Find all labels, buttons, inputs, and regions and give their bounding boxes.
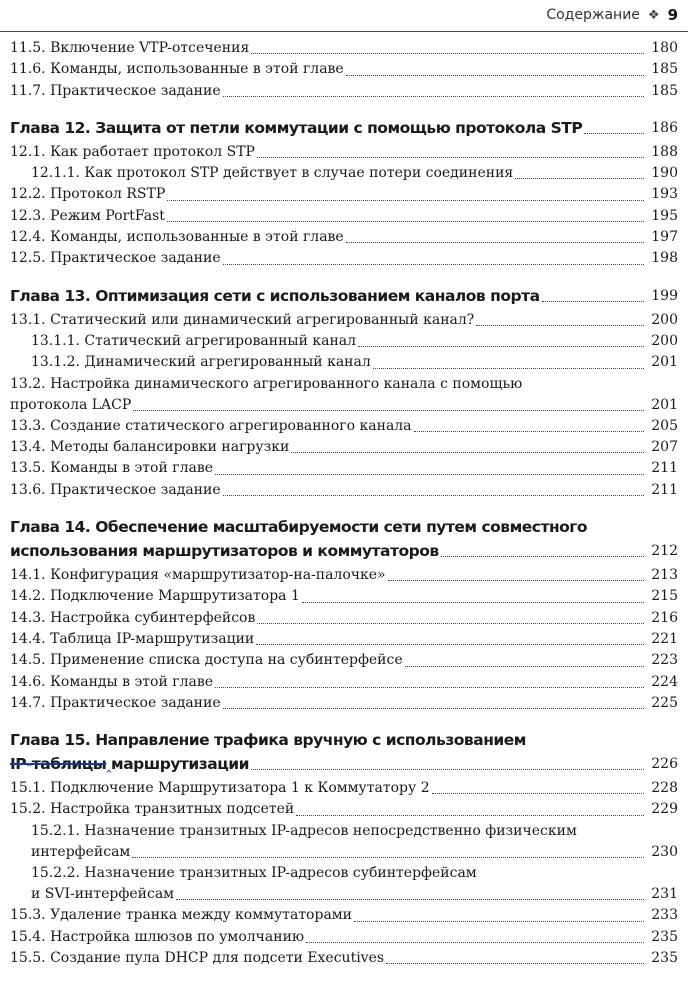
toc-entry[interactable]: 15.5. Создание пула DHCP для подсети Executives 235 bbox=[10, 948, 678, 969]
toc-entry[interactable]: 14.5. Применение списка доступа на субинтерфейсе 223 bbox=[10, 650, 678, 671]
toc-entry[interactable]: 13.1. Статический или динамический агрегированный канал? 200 bbox=[10, 310, 678, 331]
toc-subentry-first-line[interactable]: 15.2.1. Назначение транзитных IP-адресов непосредственно физическим bbox=[31, 822, 577, 839]
toc-page: 226 bbox=[651, 756, 678, 773]
toc-entry[interactable]: 12.1. Как работает протокол STP 188 bbox=[10, 142, 678, 163]
dot-leader bbox=[133, 410, 644, 411]
toc-entry[interactable]: 12.3. Режим PortFast 195 bbox=[10, 206, 678, 227]
toc-page: 235 bbox=[651, 928, 678, 945]
dot-leader bbox=[302, 602, 644, 603]
toc-page: 201 bbox=[651, 354, 678, 371]
toc-entry[interactable]: 15.1. Подключение Маршрутизатора 1 к Коммутатору 2 228 bbox=[10, 778, 678, 799]
dot-leader bbox=[476, 325, 644, 326]
toc-entry[interactable]: 14.2. Подключение Маршрутизатора 1 215 bbox=[10, 586, 678, 607]
toc-entry[interactable]: 11.5. Включение VTP-отсечения 180 bbox=[10, 38, 678, 59]
toc-entry-continuation[interactable]: протокола LACP 201 bbox=[10, 395, 678, 416]
toc-page: 230 bbox=[651, 843, 678, 860]
toc-subentry-first-line[interactable]: 15.2.2. Назначение транзитных IP-адресов субинтерфейсам bbox=[31, 865, 477, 882]
dot-leader bbox=[215, 687, 644, 688]
dot-leader bbox=[358, 346, 644, 347]
toc-page: 229 bbox=[651, 801, 678, 818]
chapter-heading-line1[interactable]: Глава 15. Направление трафика вручную с использованием bbox=[10, 731, 526, 750]
toc-page: 186 bbox=[651, 119, 678, 136]
toc-page: 216 bbox=[651, 609, 678, 626]
toc-page: 211 bbox=[651, 460, 678, 477]
toc-page: 225 bbox=[651, 694, 678, 711]
dot-leader bbox=[414, 431, 644, 432]
dot-leader bbox=[388, 580, 644, 581]
toc-subentry[interactable]: 13.1.2. Динамический агрегированный канал 201 bbox=[10, 352, 678, 373]
toc-page: 190 bbox=[651, 165, 678, 182]
toc-page: 228 bbox=[651, 780, 678, 797]
toc-page: 198 bbox=[651, 250, 678, 267]
toc-subentry[interactable]: 13.1.1. Статический агрегированный канал 200 bbox=[10, 331, 678, 352]
toc-page: 201 bbox=[651, 396, 678, 413]
dot-leader bbox=[256, 644, 644, 645]
toc-entry[interactable]: 14.7. Практическое задание 225 bbox=[10, 693, 678, 714]
toc-page: 197 bbox=[651, 229, 678, 246]
running-header bbox=[546, 2, 678, 28]
toc-entry[interactable]: 11.6. Команды, использованные в этой главе 185 bbox=[10, 59, 678, 80]
dot-leader bbox=[432, 793, 644, 794]
dot-leader bbox=[223, 264, 644, 265]
toc-page: 185 bbox=[651, 82, 678, 99]
toc-entry[interactable]: 13.6. Практическое задание 211 bbox=[10, 480, 678, 501]
dot-leader bbox=[373, 368, 644, 369]
chapter-heading-line2[interactable]: использования маршрутизаторов и коммутаторов 212 bbox=[10, 539, 678, 563]
dot-leader bbox=[346, 75, 644, 76]
dot-leader bbox=[386, 963, 644, 964]
toc-page: 213 bbox=[651, 567, 678, 584]
dot-leader bbox=[584, 133, 644, 134]
chapter-heading-line1[interactable]: Глава 14. Обеспечение масштабируемости сети путем совместного bbox=[10, 518, 588, 537]
toc-entry[interactable]: 15.3. Удаление транка между коммутаторами 233 bbox=[10, 905, 678, 926]
page-number: 9 bbox=[667, 6, 678, 24]
toc-subentry[interactable]: 12.1.1. Как протокол STP действует в случае потери соединения 190 bbox=[10, 163, 678, 184]
toc-page: 233 bbox=[651, 907, 678, 924]
toc-page: 188 bbox=[651, 143, 678, 160]
toc-entry[interactable]: 14.6. Команды в этой главе 224 bbox=[10, 672, 678, 693]
chapter-heading-line2[interactable]: IP-таблицы‸маршрутизации 226 bbox=[10, 752, 678, 776]
dot-leader bbox=[167, 200, 644, 201]
toc-page: 224 bbox=[651, 673, 678, 690]
header-divider bbox=[0, 31, 688, 32]
dot-leader bbox=[291, 452, 644, 453]
toc-entry[interactable]: 12.4. Команды, использованные в этой главе 197 bbox=[10, 227, 678, 248]
insertion-caret-icon: ‸ bbox=[106, 755, 112, 774]
dot-leader bbox=[176, 899, 644, 900]
toc-entry[interactable]: 15.2. Настройка транзитных подсетей 229 bbox=[10, 799, 678, 820]
dot-leader bbox=[346, 242, 644, 243]
toc-page: 180 bbox=[651, 40, 678, 56]
toc-entry[interactable]: 14.4. Таблица IP-маршрутизации 221 bbox=[10, 629, 678, 650]
toc-page: 195 bbox=[651, 207, 678, 224]
dot-leader bbox=[223, 96, 644, 97]
toc-entry[interactable]: 13.3. Создание статического агрегированного канала 205 bbox=[10, 416, 678, 437]
toc-entry[interactable]: 13.4. Методы балансировки нагрузки 207 bbox=[10, 437, 678, 458]
toc-subentry-continuation[interactable]: и SVI-интерфейсам 231 bbox=[10, 884, 678, 905]
toc-page: 235 bbox=[651, 949, 678, 966]
dot-leader bbox=[251, 769, 644, 770]
toc-entry[interactable]: 12.2. Протокол RSTP 193 bbox=[10, 184, 678, 205]
toc-page: 193 bbox=[651, 186, 678, 203]
toc-page: 212 bbox=[651, 543, 678, 560]
toc-page: 185 bbox=[651, 61, 678, 78]
toc-entry[interactable]: 15.4. Настройка шлюзов по умолчанию 235 bbox=[10, 927, 678, 948]
toc-page: 231 bbox=[651, 886, 678, 903]
toc-entry-first-line[interactable]: 13.2. Настройка динамического агрегированного канала с помощью bbox=[10, 375, 523, 392]
dot-leader bbox=[132, 857, 644, 858]
dot-leader bbox=[215, 474, 644, 475]
header-title: Содержание bbox=[546, 7, 640, 23]
toc-page: 223 bbox=[651, 652, 678, 669]
toc-page: 211 bbox=[651, 481, 678, 498]
dot-leader bbox=[405, 666, 644, 667]
dot-leader bbox=[354, 921, 644, 922]
dot-leader bbox=[542, 301, 644, 302]
toc-page: 199 bbox=[651, 287, 678, 304]
dot-leader bbox=[223, 495, 644, 496]
toc-page: 221 bbox=[651, 630, 678, 647]
table-of-contents bbox=[10, 38, 678, 969]
toc-entry[interactable]: 11.7. Практическое задание 185 bbox=[10, 81, 678, 102]
toc-entry[interactable]: 12.5. Практическое задание 198 bbox=[10, 248, 678, 269]
toc-page: 215 bbox=[651, 588, 678, 605]
toc-page: 200 bbox=[651, 311, 678, 328]
struck-text: IP-таблицы bbox=[10, 755, 107, 774]
chapter-heading[interactable]: Глава 13. Оптимизация сети с использованием каналов порта 199 bbox=[10, 284, 678, 308]
ornament-icon: ❖ bbox=[647, 7, 660, 23]
dot-leader bbox=[257, 157, 644, 158]
toc-entry[interactable]: 14.3. Настройка субинтерфейсов 216 bbox=[10, 608, 678, 629]
toc-subentry-continuation[interactable]: интерфейсам 230 bbox=[10, 842, 678, 863]
toc-page: 207 bbox=[651, 439, 678, 456]
toc-entry[interactable]: 14.1. Конфигурация «маршрутизатор-на-палочке» 213 bbox=[10, 565, 678, 586]
toc-entry[interactable]: 13.5. Команды в этой главе 211 bbox=[10, 458, 678, 479]
toc-page: 200 bbox=[651, 332, 678, 349]
dot-leader bbox=[251, 53, 644, 54]
dot-leader bbox=[296, 815, 644, 816]
dot-leader bbox=[257, 623, 644, 624]
toc-page: 205 bbox=[651, 417, 678, 434]
dot-leader bbox=[306, 942, 644, 943]
dot-leader bbox=[515, 178, 644, 179]
dot-leader bbox=[167, 221, 644, 222]
dot-leader bbox=[223, 708, 644, 709]
chapter-heading[interactable]: Глава 12. Защита от петли коммутации с помощью протокола STP 186 bbox=[10, 116, 678, 140]
dot-leader bbox=[441, 556, 644, 557]
